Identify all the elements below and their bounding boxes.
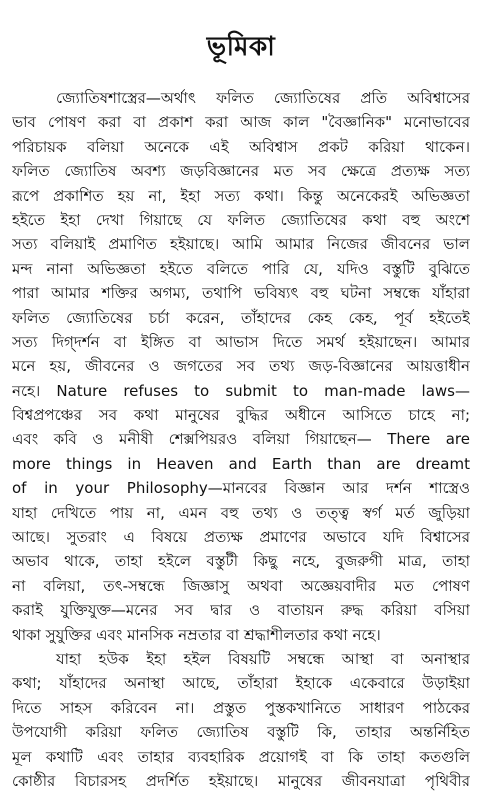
text-line: মনে হয়, জীবনের ও জগতের সব তথ্য জড়-বিজ্ঞানের আয়ত্তাধীন [12, 357, 470, 376]
text-line: মন্দ নানা অভিজ্ঞতা হইতে বলিতে পারি যে, যদিও বস্তুটি বুঝিতে [12, 259, 470, 278]
text-line: উপযোগী করিয়া ফলিত জ্যোতিষ বস্তুটি কি, তাহার অন্তর্নিহিত [12, 723, 470, 742]
text-line: সত্য বলিয়াই প্রমাণিত হইয়াছে। আমি আমার নিজের জীবনের ভাল [12, 235, 470, 254]
text-line: দিতে সাহস করিবেন না। প্রস্তুত পুস্তকখানিতে সাধারণ পাঠকের [12, 698, 470, 717]
text-line: ভাব পোষণ করা বা প্রকাশ করা আজ কাল "বৈজ্ঞানিক" মনোভাবের [12, 113, 470, 132]
text-line: বিশ্বপ্রপঞ্চের সব কথা মানুষের বুদ্ধির অধীনে আসিতে চাহে না; [12, 406, 470, 425]
text-line: যাহা হউক ইহা হইল বিষয়টি সম্বন্ধে আস্থা বা অনাস্থার [56, 649, 470, 668]
text-line: জ্যোতিষশাস্ত্রের—অর্থাৎ ফলিত জ্যোতিষের প্রতি অবিশ্বাসের [56, 89, 470, 107]
text-line: থাকা সুযুক্তির এবং মানসিক নম্রতার বা শ্রদ্ধাশীলতার কথা নহে। [12, 625, 381, 644]
text-line: মূল কথাটি এবং তাহার ব্যবহারিক প্রয়োগই বা কি তাহা কতগুলি [12, 747, 470, 766]
text-line: হইতে ইহা দেখা গিয়াছে যে ফলিত জ্যোতিষের কথা বহু অংশে [12, 210, 470, 229]
text-line: ফলিত জ্যোতিষের চর্চা করেন, তাঁহাদের কেহ কেহ, পূর্ব হইতেই [12, 308, 470, 327]
text-line: রূপে প্রকাশিত হয় না, ইহা সত্য কথা। কিন্তু অনেকেরই অভিজ্ঞতা [12, 186, 470, 205]
text-line: পরিচায়ক বলিয়া অনেকে এই অবিশ্বাস প্রকট করিয়া থাকেন। [12, 137, 470, 156]
text-line: না বলিয়া, তৎ-সম্বন্ধে জিজ্ঞাসু অথবা অজ্ঞেয়বাদীর মত পোষণ [12, 576, 470, 595]
paragraph [12, 86, 470, 647]
text-line: সত্য দিগ্‌দর্শন বা ইঙ্গিত বা আভাস দিতে সমর্থ হইয়াছেন। আমার [12, 332, 470, 351]
text-line: more things in Heaven and Earth than are dreamt [12, 454, 470, 473]
body-text [12, 86, 470, 793]
text-line: of in your Philosophy—মানবের বিজ্ঞান আর দর্শন শাস্ত্রেও [12, 479, 470, 498]
text-line: অভাব থাকে, তাহা হইলে বস্তুটী কিছু নহে, বুজরুগী মাত্র, তাহা [12, 552, 470, 571]
text-line: ফলিত জ্যোতিষ অবশ্য জড়বিজ্ঞানের মত সব ক্ষেত্রে প্রত্যক্ষ সত্য [12, 162, 470, 181]
text-line: কোষ্ঠীর বিচারসহ প্রদর্শিত হইয়াছে। মানুষের জীবনযাত্রা পৃথিবীর [12, 771, 470, 790]
text-line: কথা; যাঁহাদের অনাস্থা আছে, তাঁহারা ইহাকে একেবারে উড়াইয়া [12, 674, 470, 693]
text-line: নহে। Nature refuses to submit to man-made laws— [12, 381, 470, 400]
text-line: পারা আমার শক্তির অগম্য, তথাপি ভবিষ্যৎ বহু ঘটনা সম্বন্ধে যাঁহারা [12, 284, 470, 303]
text-line: করাই যুক্তিযুক্ত—মনের সব দ্বার ও বাতায়ন রুদ্ধ করিয়া বসিয়া [12, 601, 470, 620]
text-line: আছে। সুতরাং এ বিষয়ে প্রত্যক্ষ প্রমাণের অভাবে যদি বিশ্বাসের [12, 528, 470, 547]
page-title: ভূমিকা [206, 32, 276, 62]
paragraph [12, 647, 470, 793]
text-line: যাহা দেখিতে পায় না, এমন বহু তথ্য ও তত্ত্ব স্বর্গ মর্ত জুড়িয়া [12, 503, 470, 522]
text-line: এবং কবি ও মনীষী শেক্সপিয়রও বলিয়া গিয়াছেন— There are [12, 430, 470, 449]
